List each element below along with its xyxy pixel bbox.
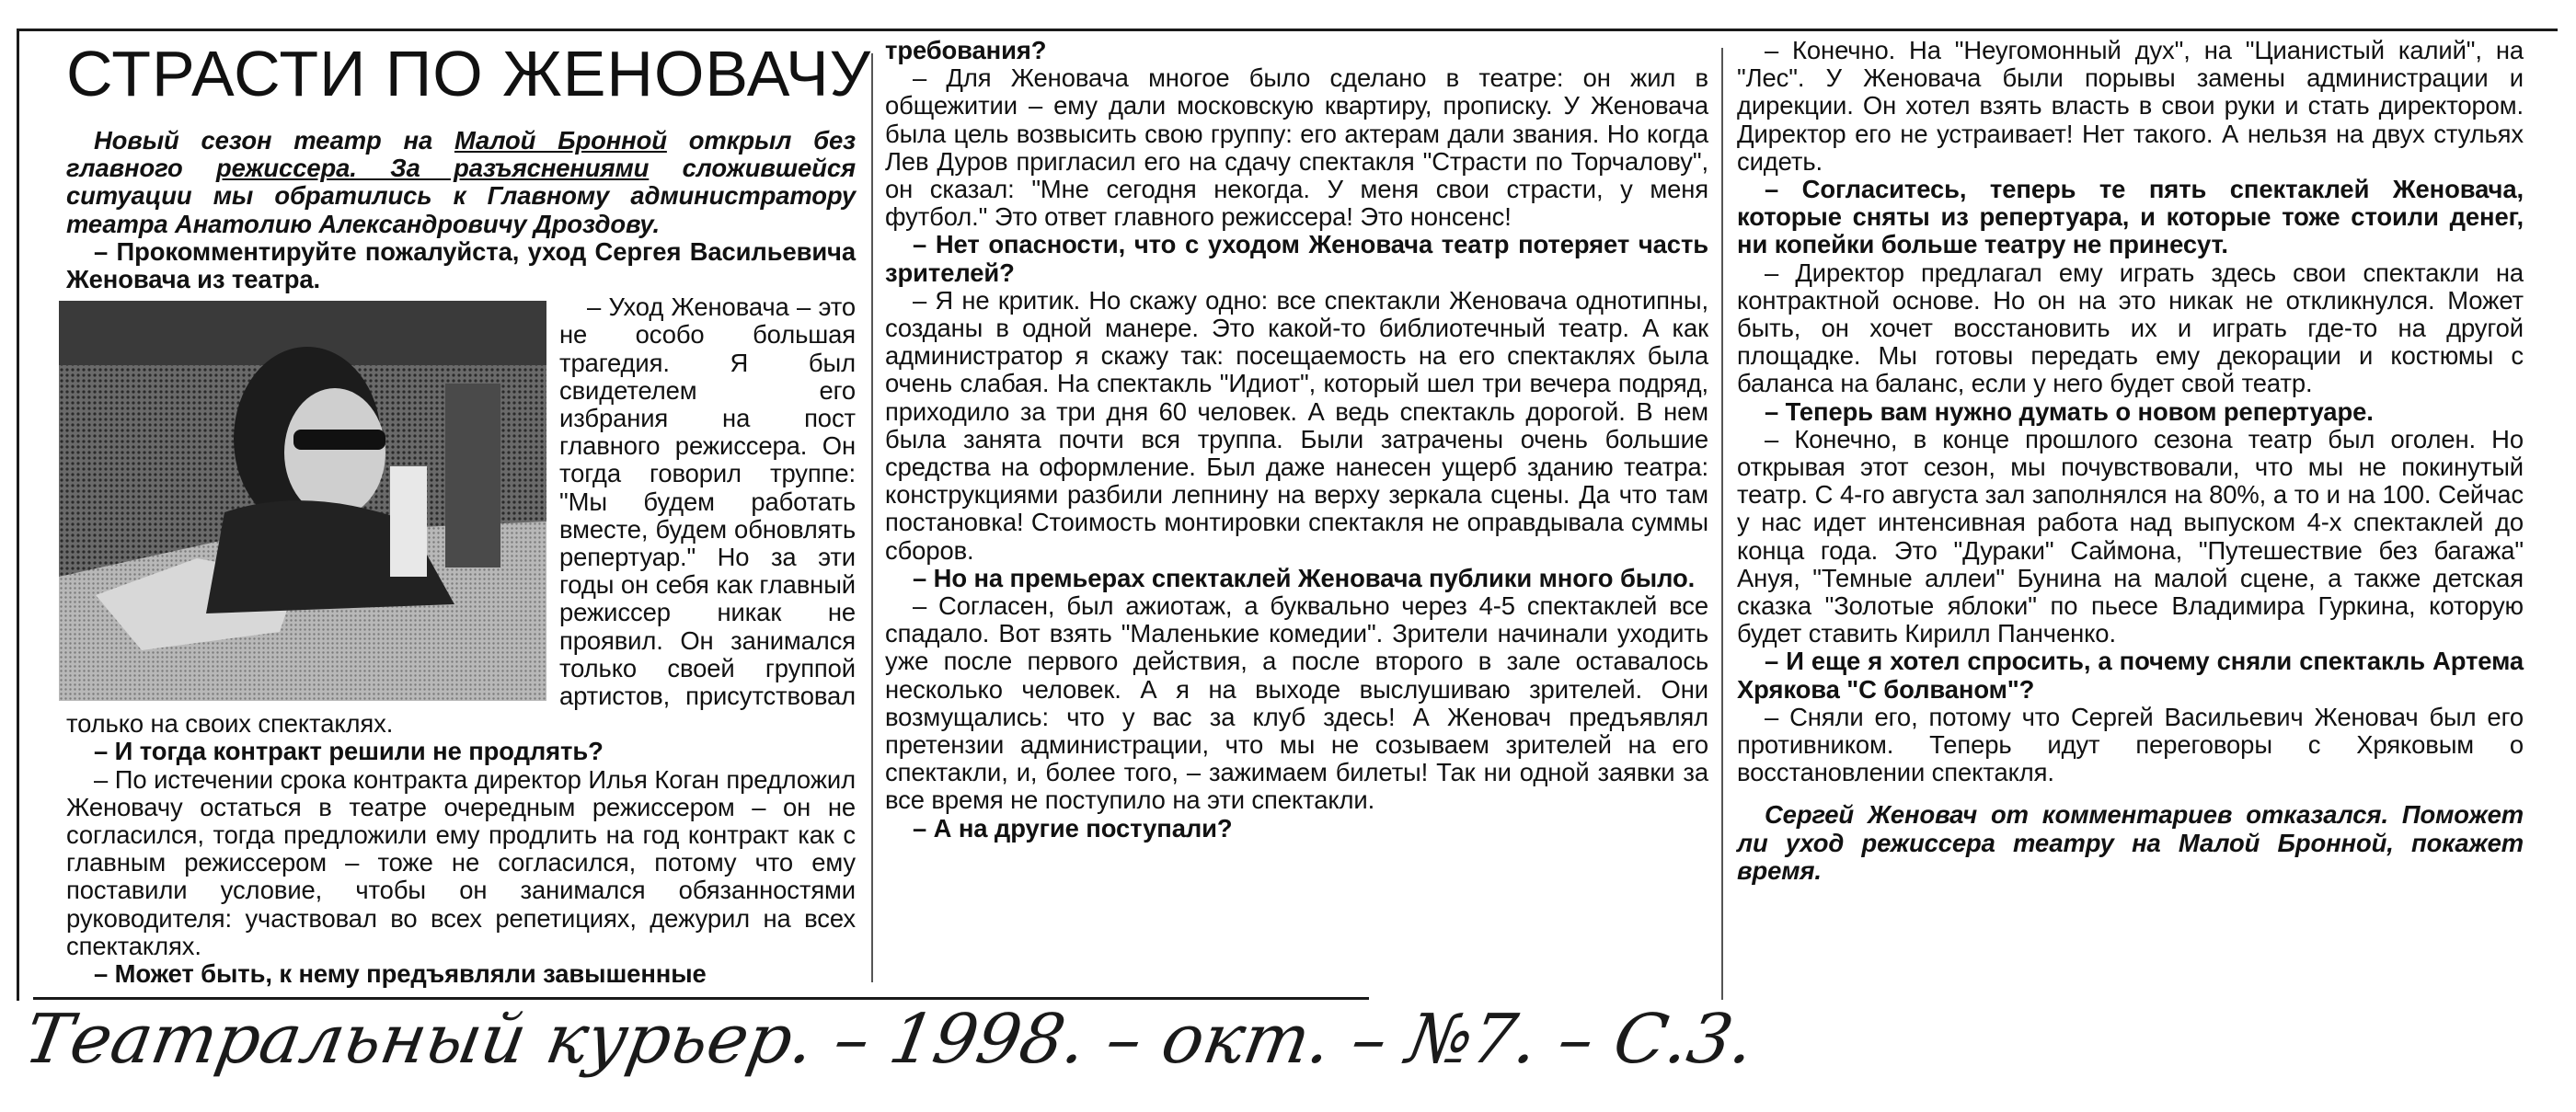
answer-8: – Конечно, в конце прошлого сезона театр был оголен. Но открывая этот сезон, мы почувствовали, что мы не покинутый театр. С 4-го августа зал заполнялся на 80%, а то и на 100. Сейчас у нас идет интенсивная работа над выпуском 4-х спектаклей до конца года. Это "Дураки" Саймона, "Путешествие без багажа" Ануя, "Темные аллеи" Бунина на малой сцене, а также детская сказка "Золотые яблоки" по пьесе Владимира Гуркина, которую будет ставить Кирилл Панченко. [1737, 424, 2524, 648]
article-title: СТРАСТИ ПО ЖЕНОВАЧУ [66, 38, 872, 109]
photo-portrait [59, 301, 546, 701]
answer-6: – Конечно. На "Неугомонный дух", на "Цианистый калий", на "Лес". У Женовача были порывы замены администрации и дирекции. Он хотел взять власть в свои руки и стать директором. Директор его не устраивает! Нет такого. А нельзя на двух стульях сидеть. [1737, 36, 2524, 176]
question-7: – Согласитесь, теперь те пять спектаклей Женовача, которые сняты из репертуара, и которые тоже стоили денег, ни копейки больше театру не принесут. [1737, 175, 2524, 259]
question-9: – И еще я хотел спросить, а почему сняли спектакль Артема Хрякова "С болваном"? [1737, 647, 2524, 704]
answer-5: – Согласен, был ажиотаж, а буквально через 4-5 спектаклей все спадало. Вот взять "Маленькие комедии". Зрители начинали уходить уже после первого действия, а после второго в зале оставалось несколько человек. А я на выходе выслушиваю зрителей. Они возмущались: что у вас за клуб здесь! А Женовач предъявлял претензии администрации, что мы не созываем зрителей на его спектакли, и, более того, – зажимаем билеты! Так ни одной заявки за все время не поступило на эти спектакли. [885, 591, 1708, 815]
question-4: – Нет опасности, что с уходом Женовача театр потеряет часть зрителей? [885, 230, 1708, 287]
answer-9: – Сняли его, потому что Сергей Васильевич Женовач был его противником. Теперь идут переговоры с Хряковым о восстановлении спектакля. [1737, 702, 2524, 787]
question-2: – И тогда контракт решили не продлять? [94, 737, 604, 766]
source-note-text: Театральный курьер. – 1998. – окт. – №7. – С.3. [18, 999, 1761, 1079]
answer-4: – Я не критик. Но скажу одно: все спектакли Женовача однотипны, созданы в одной манере. Это какой-то библиотечный театр. А как администратор я скажу так: посещаемость на его спектаклях была очень слабая. На спектакль "Идиот", который шел три вечера подряд, приходило за три дня 60 человек. А ведь спектакль дорогой. В нем была занята почти вся труппа. Были затрачены очень большие средства на оформление. Был даже нанесен ущерб зданию театра: конструкциями разбили лепнину на верху зеркала сцены. Да что там постановка! Стоимость монтировки спектакля не оправдывала суммы сборов. [885, 285, 1708, 565]
question-1: – Прокомментируйте пожалуйста, уход Сергея Васильевича Женовача из театра. [66, 236, 856, 294]
answer-2: – По истечении срока контракта директор Илья Коган предложил Женовачу остаться в театре очередным режиссером – он не согласился, тогда предложили ему продлить на год контракт как с главным режиссером – тоже не согласился, потому что ему поставили условие, чтобы он занимался обязанностями руководителя: участвовал во всех репетициях, дежурил на всех спектаклях. [66, 764, 856, 960]
column-3 [1737, 37, 2524, 885]
question-5: – Но на премьерах спектаклей Женовача публики много было. [913, 563, 1696, 592]
column-1 [66, 37, 872, 989]
question-8: – Теперь вам нужно думать о новом репертуаре. [1765, 396, 2374, 426]
column-2 [885, 37, 1708, 843]
answer-3: – Для Женовача многое было сделано в театре: он жил в общежитии – ему дали московскую квартиру, прописку. У Женовача была цель возвысить свою группу: его актерам дали звания. Но когда Лев Дуров пригласил его на сдачу спектакля "Страсти по Торчалову", он сказал: "Мне сегодня некогда. У меня свои страсти, у меня футбол." Это ответ главного режиссера! Это нонсенс! [885, 63, 1708, 232]
column-divider-1 [871, 53, 873, 982]
answer-1: – Уход Женовача – это не особо большая трагедия. Я был свидетелем его избрания на пост главного режиссера. Он тогда говорил труппе: "Мы будем работать вместе, будем обновлять репертуар." Но за эти годы он себя как главный режиссер никак не проявил. Он занимался только своей группой артистов, присутствовал только на своих спектаклях. [66, 293, 856, 738]
handwritten-source-note [18, 989, 1761, 1099]
column-divider-2 [1721, 48, 1723, 1000]
top-border [17, 29, 2558, 31]
closing-remark: Сергей Женовач от комментариев отказался. Поможет ли уход режиссера театру на Малой Бронной, покажет время. [1737, 800, 2524, 885]
answer-7: – Директор предлагал ему играть здесь свои спектакли на контрактной основе. Но он на это никак не откликнулся. Может быть, он хочет восстановить их и играть где-то на другой площадке. Мы готовы передать ему декорации и костюмы с баланса на баланс, если у него будет свой театр. [1737, 258, 2524, 398]
question-3: – Может быть, к нему предъявляли завышенные [94, 959, 707, 989]
left-border [17, 29, 19, 1001]
question-6: – А на другие поступали? [913, 813, 1233, 843]
portrait-image [59, 301, 546, 701]
question-3-continued: требования? [885, 36, 1047, 64]
article-lead: Новый сезон театр на Малой Бронной открыл без главного режиссера. За разъяснениями сложившейся ситуации мы обратились к Главному администратору театра Анатолию Александровичу Дроздову. [66, 126, 856, 238]
